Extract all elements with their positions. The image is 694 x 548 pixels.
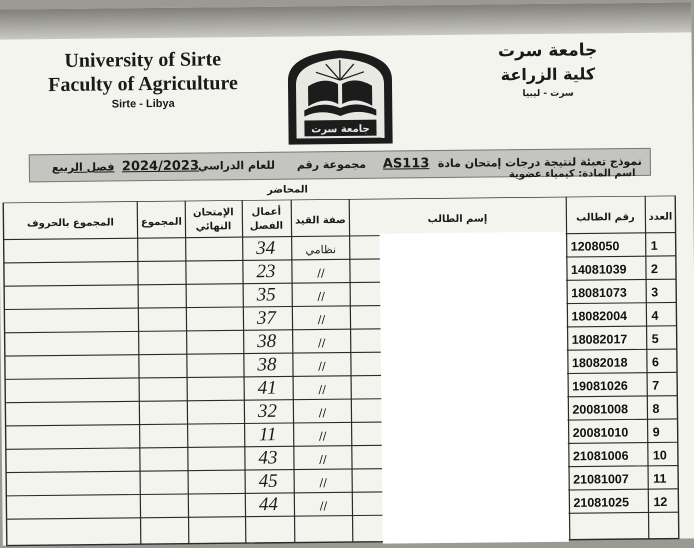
row-index: 7 — [652, 379, 659, 393]
row-student-id: 20081010 — [573, 425, 629, 440]
row-index: 11 — [653, 472, 666, 486]
row-index: 3 — [651, 285, 658, 299]
row-divider — [5, 349, 677, 356]
row-status: // — [318, 383, 326, 396]
row-divider — [5, 396, 677, 403]
row-index: 6 — [652, 355, 659, 369]
header-coursework-line1: أعمال — [252, 205, 282, 218]
row-divider — [4, 279, 676, 286]
row-index: 4 — [651, 309, 658, 323]
header-status: صفة القيد — [295, 215, 346, 227]
course-code: AS113 — [383, 151, 430, 177]
faculty-name-ar: كلية الزراعة — [468, 62, 628, 88]
header-student-id: رقم الطالب — [576, 212, 635, 224]
row-coursework-grade: 44 — [259, 494, 279, 515]
row-divider — [6, 419, 678, 426]
header-final-line1: الإمتحان — [193, 207, 234, 218]
row-coursework-grade: 38 — [256, 331, 277, 352]
row-index: 2 — [651, 262, 658, 276]
faculty-name-en: Faculty of Agriculture — [38, 71, 248, 97]
row-divider — [4, 302, 676, 309]
row-status: // — [317, 267, 325, 280]
row-divider — [5, 326, 677, 333]
row-student-id: 21081025 — [573, 495, 629, 510]
row-coursework-grade: 38 — [256, 354, 277, 375]
row-status: // — [319, 406, 327, 419]
row-status: // — [318, 313, 326, 326]
row-divider — [7, 512, 679, 519]
row-student-id: 14081039 — [571, 262, 627, 277]
row-index: 10 — [653, 448, 667, 462]
row-status: // — [319, 453, 327, 466]
row-coursework-grade: 45 — [259, 471, 278, 492]
row-student-id: 21081007 — [573, 472, 629, 487]
university-name-ar: جامعة سرت — [468, 38, 628, 64]
row-status: // — [318, 360, 326, 373]
logo-text: جامعة سرت — [311, 124, 370, 136]
row-index: 12 — [653, 495, 667, 509]
row-coursework-grade: 34 — [255, 238, 276, 259]
scan-shadow — [0, 2, 691, 39]
year-label: للعام الدراسي — [198, 153, 275, 180]
row-coursework-grade: 32 — [257, 401, 278, 422]
academic-year: 2024/2023 — [122, 154, 199, 181]
row-student-id: 18082018 — [572, 356, 628, 371]
row-coursework-grade: 41 — [258, 378, 277, 399]
row-coursework-grade: 11 — [259, 424, 277, 445]
row-status: // — [319, 430, 327, 443]
university-name-en: University of Sirte — [38, 47, 248, 73]
header-final-line2: النهائي — [196, 221, 232, 232]
row-divider — [6, 466, 678, 473]
grades-table — [0, 195, 693, 547]
header-student-name: إسم الطالب — [428, 214, 488, 226]
row-divider — [5, 372, 677, 379]
location-ar: سرت - ليبيا — [468, 88, 628, 100]
header-total: المجموع — [141, 217, 182, 228]
row-coursework-grade: 43 — [258, 447, 277, 468]
row-student-id: 18082017 — [572, 332, 628, 347]
row-student-id: 21081006 — [573, 449, 629, 464]
row-divider — [4, 256, 676, 263]
row-student-id: 1208050 — [571, 239, 620, 254]
exam-sheet — [0, 2, 694, 545]
subject-name: اسم المادة: كيمياء عضوية — [509, 168, 636, 180]
row-index: 1 — [651, 239, 658, 253]
row-divider — [6, 489, 678, 496]
row-status: // — [318, 336, 326, 349]
location-en: Sirte - Libya — [38, 97, 248, 111]
row-index: 9 — [653, 425, 660, 439]
row-status: // — [317, 290, 325, 303]
row-coursework-grade: 35 — [256, 284, 276, 305]
row-status: نظامي — [305, 243, 336, 256]
form-title: نموذج تعبئة لنتيجة درجات إمتحان مادة — [438, 149, 642, 177]
row-index: 5 — [652, 332, 659, 346]
group-label: مجموعة رقم — [297, 152, 366, 179]
row-student-id: 18082004 — [571, 309, 627, 324]
row-status: // — [320, 500, 328, 513]
row-student-id: 20081008 — [572, 402, 628, 417]
row-index: 8 — [652, 402, 659, 416]
redacted-names — [380, 232, 569, 544]
header-index: العدد — [648, 212, 672, 223]
row-coursework-grade: 23 — [256, 261, 275, 282]
row-student-id: 19081026 — [572, 379, 628, 394]
lecturer-label: المحاضر — [267, 184, 308, 195]
university-logo — [274, 39, 407, 146]
header-english — [38, 47, 249, 111]
semester: فصل الربيع — [52, 154, 115, 181]
header-coursework-line2: الفصل — [250, 221, 283, 232]
header-total-words: المجموع بالحروف — [27, 217, 114, 229]
row-divider — [6, 442, 678, 449]
row-divider — [4, 233, 676, 240]
row-student-id: 18081073 — [571, 286, 627, 301]
row-coursework-grade: 37 — [256, 308, 278, 329]
row-status: // — [319, 476, 327, 489]
header-arabic — [468, 38, 629, 100]
